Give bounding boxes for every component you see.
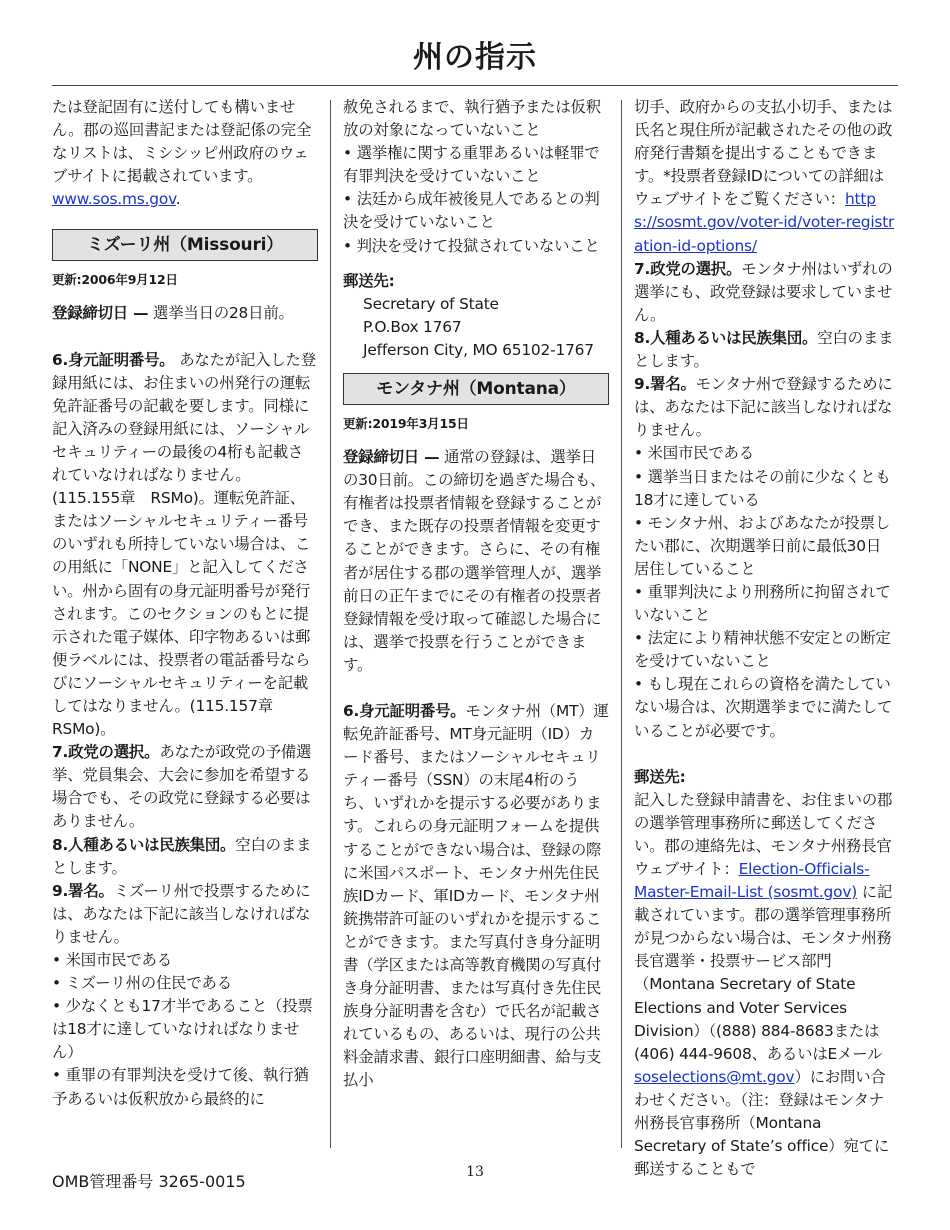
- address-line: Jefferson City, MO 65102-1767: [363, 340, 594, 359]
- item-6-id-number: 6.身元証明番号。モンタナ州（MT）運転免許証番号、MT身元証明（ID）カード番号、またはソーシャルセキュリティー番号（SSN）の末尾4桁のうち、いずれかを提示する必要があります。これらの身元証明フォームを提供することができない場合は、登録の際に米国パスポート、モンタナ州先住民族IDカード、軍IDカード、モンタナ州銃携帯許可証のいずれかを提示することができます。また写真付き身分証明書（学区または高等教育機関の写真付き身分証明書、または写真付き先住民族身分証明書を含む）で氏名が記載されているもの、あるいは、現行の公共料金請求書、銀行口座明細書、給与支払小: [343, 701, 609, 1090]
- mail-to-label: 郵送先:: [343, 271, 395, 290]
- sos-ms-link[interactable]: www.sos.ms.gov: [52, 190, 176, 209]
- item-6-id-number: 6.身元証明番号。 あなたが記入した登録用紙には、お住まいの州発行の運転免許証番号の記載を要します。同様に記入済みの登録用紙には、ソーシャルセキュリティーの最後の4桁も記載されていなければなりません。(115.155章 RSMo)。運転免許証、またはソーシャルセキュリティー番号のいずれも所持していない場合は、この用紙に「NONE」と記入してください。州から固有の身元証明番号が発行されます。このセクションのもとに提示された電子媒体、印字物あるいは郵便ラベルには、投票者の電話番号ならびにソーシャルセキュリティーを記載してはなりません。(115.157章 RSMo)。: [52, 350, 316, 739]
- address-line: Secretary of State: [363, 294, 499, 313]
- item-9-signature: 9.署名。モンタナ州で登録するためには、あなたは下記に該当しなければなりません。: [634, 375, 893, 440]
- list-item: • 判決を受けて投獄されていないこと: [343, 236, 600, 255]
- page-title: 州の指示: [413, 40, 537, 75]
- column-3: [634, 96, 896, 1181]
- item-8-race: 8.人種あるいは民族集団。空白のままとします。: [52, 835, 312, 877]
- state-heading-missouri: ミズーリ州（Missouri）: [52, 229, 318, 261]
- item-7-party: 7.政党の選択。あなたが政党の予備選挙、党員集会、大会に参加を希望する場合でも、その政党に登録する必要はありません。: [52, 743, 312, 831]
- list-item: • 法廷から成年被後見人であるとの判決を受けていないこと: [343, 190, 600, 232]
- item-9-signature: 9.署名。ミズーリ州で投票するためには、あなたは下記に該当しなければなりません。: [52, 881, 311, 946]
- list-item: • モンタナ州、およびあなたが投票したい郡に、次期選挙日前に最低30日居住していること: [634, 513, 891, 578]
- updated-date: 更新:2019年3月15日: [343, 416, 469, 432]
- title-rule: [52, 85, 898, 86]
- list-item: • ミズーリ州の住民である: [52, 974, 232, 993]
- list-item: • 米国市民である: [52, 951, 172, 969]
- column-divider: [330, 100, 331, 1148]
- column-2: [343, 96, 609, 1093]
- updated-date: 更新:2006年9月12日: [52, 272, 178, 288]
- list-item: • もし現在これらの資格を満たしていない場合は、次期選挙までに満たしていることが必要です。: [634, 675, 893, 740]
- registration-deadline: 登録締切日 — 通常の登録は、選挙日の30日前。この締切を過ぎた場合も、有権者は投票者情報を登録することができ、また既存の投票者情報を変更することができます。さらに、その有権者が居住する郡の選挙管理人が、選挙前日の正午までにその有権者の投票者登録情報を受け取って確認した場合には、選挙で投票を行うことができます。: [343, 448, 606, 674]
- registration-deadline: 登録締切日 — 選挙当日の28日前。: [52, 304, 294, 323]
- soselections-email-link[interactable]: soselections@mt.gov: [634, 1067, 795, 1086]
- voter-id-options-link[interactable]: https://sosmt.gov/voter-id/voter-registration-id-options/: [634, 190, 895, 255]
- omb-number: OMB管理番号 3265-0015: [52, 1172, 246, 1191]
- item-7-party: 7.政党の選択。モンタナ州はいずれの選挙にも、政党登録は要求していません。: [634, 259, 893, 324]
- list-item: • 少なくとも17才半であること（投票は18才に達していなければなりません）: [52, 997, 313, 1062]
- list-item: • 米国市民である: [634, 444, 754, 463]
- montana-id-continuation: 切手、政府からの支払小切手、または氏名と現住所が記載されたその他の政府発行書類を提出することもできます。*投票者登録IDについての詳細はウェブサイトをご覧ください：https://sosmt.gov/voter-id/voter-registration-id-options/: [634, 98, 895, 255]
- list-item: • 法定により精神状態不安定との断定を受けていないこと: [634, 629, 891, 671]
- list-item: • 選挙当日またはその前に少なくとも18才に達している: [634, 467, 891, 509]
- list-item: • 選挙権に関する重罪あるいは軽罪で有罪判決を受けていないこと: [343, 144, 600, 186]
- election-officials-list-link[interactable]: Election-Officials-Master-Email-List (sosmt.gov): [634, 860, 870, 902]
- page-number: 13: [466, 1164, 484, 1180]
- column-divider: [621, 100, 622, 1148]
- state-heading-montana: モンタナ州（Montana）: [343, 373, 609, 405]
- list-item: • 重罪判決により刑務所に拘留されていないこと: [634, 582, 891, 625]
- mississippi-continuation: たは登記固有に送付しても構いません。郡の巡回書記または登記係の完全なリストは、ミシシッピ州政府のウェブサイトに掲載されています。www.sos.ms.gov.: [52, 98, 312, 209]
- missouri-continuation: 赦免されるまで、執行猶予または仮釈放の対象になっていないこと: [343, 98, 601, 140]
- address-line: P.O.Box 1767: [363, 317, 462, 336]
- column-1: [52, 96, 318, 1111]
- mail-instructions: 記入した登録申請書を、お住まいの郡の選挙管理事務所に郵送してください。郡の連絡先は、モンタナ州務長官ウェブサイト：Election-Officials-Master-Email-List (sosmt.gov) に記載されています。郡の選挙管理事務所が見つからない場合は、モンタナ州務長官選挙・投票サービス部門（Montana Secretary of State Elections and Voter Services Division）（(888) 884-8683または(406) 444-9608、あるいはEメールsoselections@mt.gov）にお問い合わせください。（注：登録はモンタナ州務長官事務所（Montana Secretary of State’s office）宛てに郵送することもで: [634, 790, 893, 1179]
- mail-to-label: 郵送先:: [634, 767, 686, 786]
- item-8-race: 8.人種あるいは民族集団。空白のままとします。: [634, 328, 894, 371]
- list-item: • 重罪の有罪判決を受けて後、執行猶予あるいは仮釈放から最終的に: [52, 1066, 309, 1108]
